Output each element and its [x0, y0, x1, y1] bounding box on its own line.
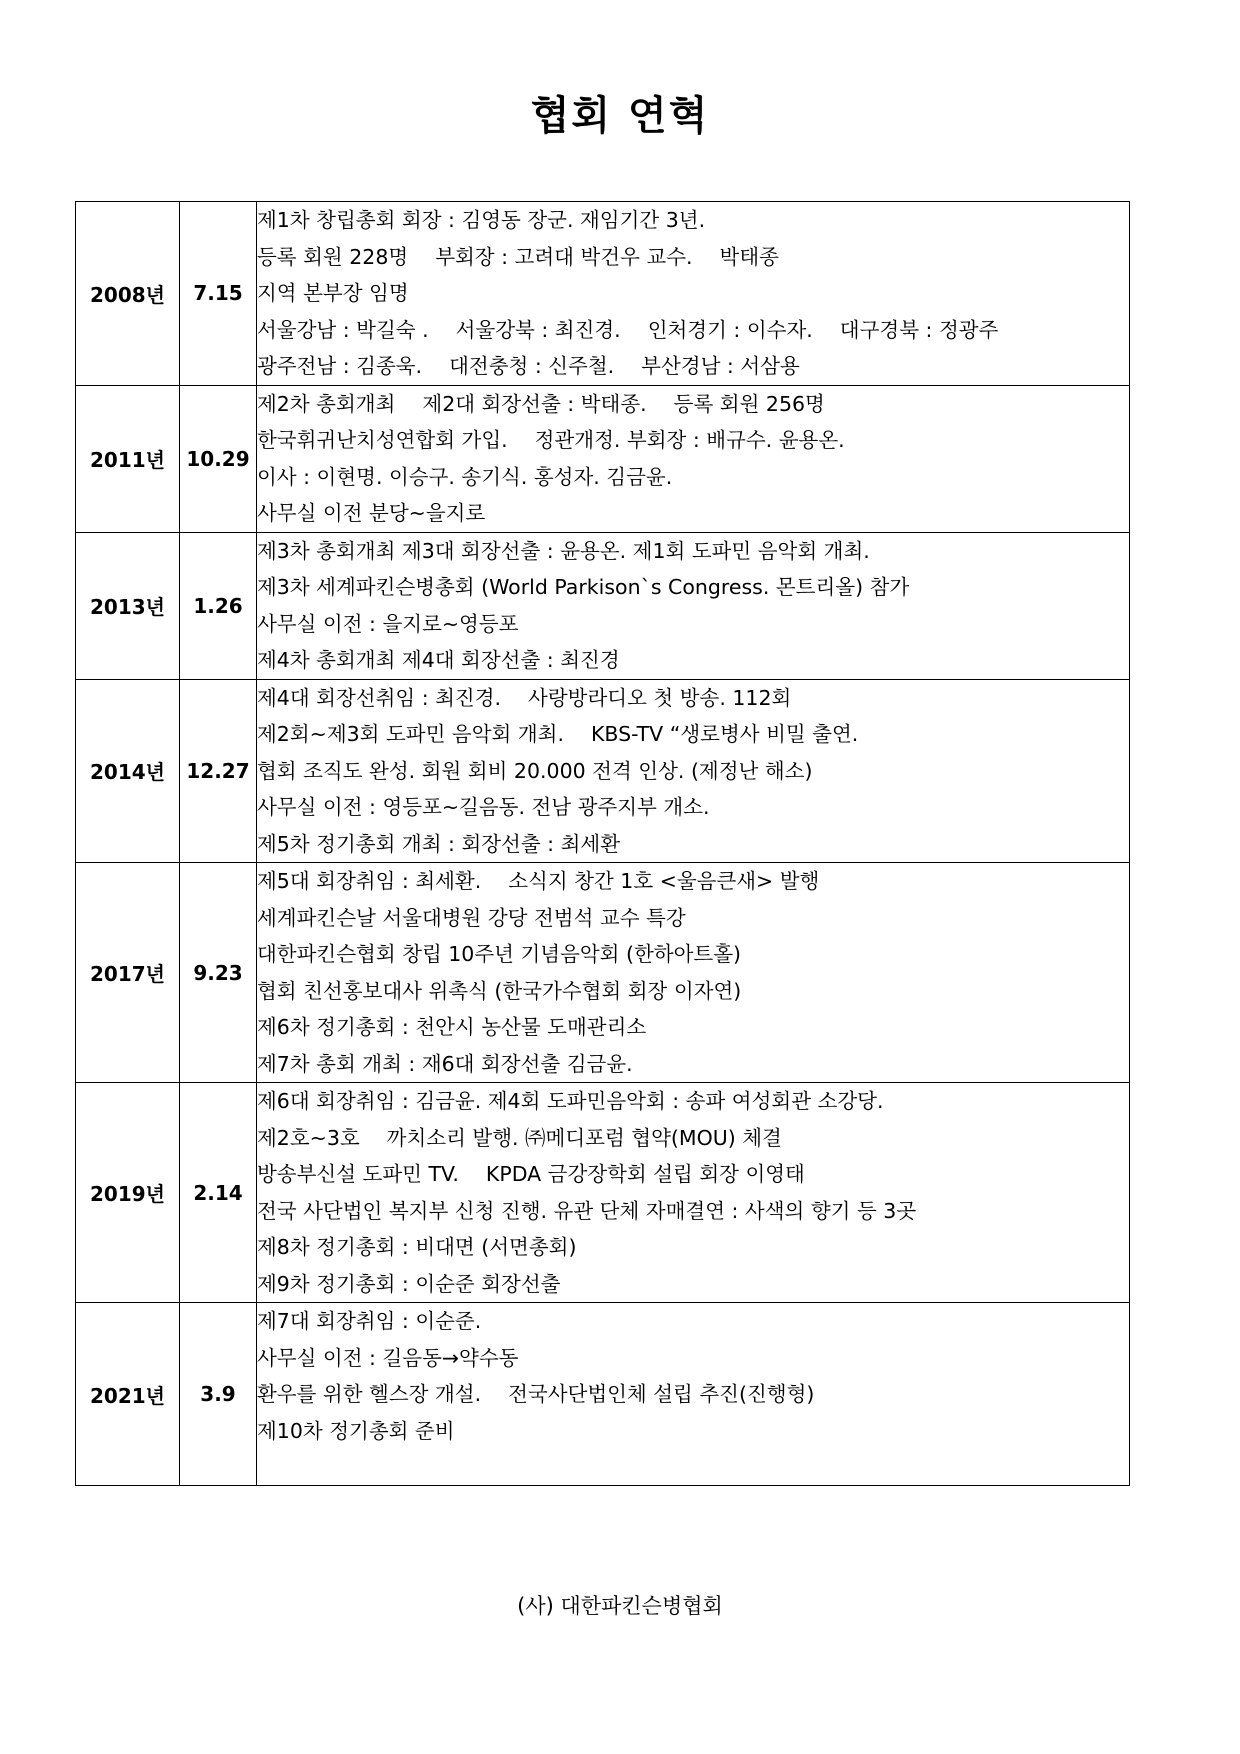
event-line: 전국 사단법인 복지부 신청 진행. 유관 단체 자매결연 : 사색의 향기 등 3곳	[257, 1198, 917, 1223]
event-line: 세계파킨슨날 서울대병원 강당 전범석 교수 특강	[257, 905, 686, 930]
events-cell	[257, 202, 1130, 386]
event-line: 사무실 이전 : 길음동→약수동	[257, 1345, 519, 1370]
history-table	[75, 201, 1130, 1486]
events-cell	[257, 1303, 1130, 1486]
events-cell	[257, 532, 1130, 679]
history-row	[76, 679, 1130, 863]
page-title: 협회 연혁	[530, 93, 710, 139]
year-cell: 2014년	[76, 679, 180, 863]
event-line: 제4대 회장선취임 : 최진경. 사랑방라디오 첫 방송. 112회	[257, 685, 792, 710]
event-line: 한국휘귀난치성연합회 가입. 정관개정. 부회장 : 배규수. 윤용온.	[257, 428, 845, 452]
event-line: 제6차 정기총회 : 천안시 농산물 도매관리소	[257, 1015, 647, 1039]
history-row	[76, 385, 1130, 532]
event-line: 제2회~제3회 도파민 음악회 개최. KBS-TV “생로병사 비밀 출연.	[257, 722, 859, 746]
event-line: 대한파킨슨협회 창립 10주년 기념음악회 (한하아트홀)	[257, 942, 742, 966]
year-cell: 2008년	[76, 202, 180, 386]
date-cell: 9.23	[180, 863, 257, 1083]
event-line: 제7대 회장취임 : 이순준.	[257, 1309, 482, 1333]
event-line: 제2차 총회개최 제2대 회장선출 : 박태종. 등록 회원 256명	[257, 391, 825, 416]
event-line: 제4차 총회개최 제4대 회장선출 : 최진경	[257, 648, 620, 672]
footer-organization: (사) 대한파킨슨병협회	[517, 1594, 723, 1618]
event-line: 제1차 창립총회 회장 : 김영동 장군. 재임기간 3년.	[257, 208, 706, 232]
history-table-body	[76, 202, 1130, 1486]
event-line: 제10차 정기총회 준비	[257, 1418, 455, 1443]
event-line: 협회 친선홍보대사 위촉식 (한국가수협회 회장 이자연)	[257, 978, 742, 1003]
event-line: 방송부신설 도파민 TV. KPDA 금강장학회 설립 회장 이영태	[257, 1162, 805, 1186]
event-line: 광주전남 : 김종욱. 대전충청 : 신주철. 부산경남 : 서삼용	[257, 354, 800, 378]
event-line: 등록 회원 228명 부회장 : 고려대 박건우 교수. 박태종	[257, 244, 779, 269]
event-line: 사무실 이전 : 을지로~영등포	[257, 611, 519, 636]
history-row	[76, 863, 1130, 1083]
event-line: 제5차 정기총회 개최 : 회장선출 : 최세환	[257, 831, 620, 856]
year-cell: 2017년	[76, 863, 180, 1083]
year-cell: 2019년	[76, 1083, 180, 1303]
date-cell: 1.26	[180, 532, 257, 679]
event-line: 제9차 정기총회 : 이순준 회장선출	[257, 1271, 561, 1296]
event-line: 사무실 이전 : 영등포~길음동. 전남 광주지부 개소.	[257, 795, 710, 819]
history-row	[76, 1083, 1130, 1303]
date-cell: 12.27	[180, 679, 257, 863]
date-cell: 2.14	[180, 1083, 257, 1303]
history-row	[76, 202, 1130, 386]
history-row	[76, 532, 1130, 679]
event-line: 서울강남 : 박길숙 . 서울강북 : 최진경. 인처경기 : 이수자. 대구경북 : 정광주	[257, 317, 999, 342]
year-cell: 2011년	[76, 385, 180, 532]
event-line: 제2호~3호 까치소리 발행. ㈜메디포럼 협약(MOU) 체결	[257, 1125, 782, 1150]
event-line: 환우를 위한 헬스장 개설. 전국사단법인체 설립 추진(진행형)	[257, 1382, 815, 1406]
history-row	[76, 1303, 1130, 1486]
event-line: 협회 조직도 완성. 회원 회비 20.000 전격 인상. (제정난 해소)	[257, 758, 813, 783]
events-cell	[257, 1083, 1130, 1303]
event-line: 제5대 회장취임 : 최세환. 소식지 창간 1호 <울음큰새> 발행	[257, 869, 820, 893]
event-line: 제7차 총회 개최 : 재6대 회장선출 김금윤.	[257, 1051, 633, 1076]
event-line: 제8차 정기총회 : 비대면 (서면총회)	[257, 1235, 577, 1259]
event-line: 제3차 세계파킨슨병총회 (World Parkison`s Congress. 몬트리올) 참가	[257, 575, 910, 599]
year-cell: 2021년	[76, 1303, 180, 1486]
events-cell	[257, 385, 1130, 532]
event-line: 제6대 회장취임 : 김금윤. 제4회 도파민음악회 : 송파 여성회관 소강당.	[257, 1089, 884, 1113]
event-line: 지역 본부장 임명	[257, 281, 409, 305]
year-cell: 2013년	[76, 532, 180, 679]
event-line: 제3차 총회개최 제3대 회장선출 : 윤용온. 제1회 도파민 음악회 개최.	[257, 538, 870, 563]
date-cell: 3.9	[180, 1303, 257, 1486]
events-cell	[257, 679, 1130, 863]
event-line: 사무실 이전 분당~을지로	[257, 501, 486, 525]
event-line: 이사 : 이현명. 이승구. 송기식. 홍성자. 김금윤.	[257, 464, 673, 489]
date-cell: 10.29	[180, 385, 257, 532]
events-cell	[257, 863, 1130, 1083]
date-cell: 7.15	[180, 202, 257, 386]
